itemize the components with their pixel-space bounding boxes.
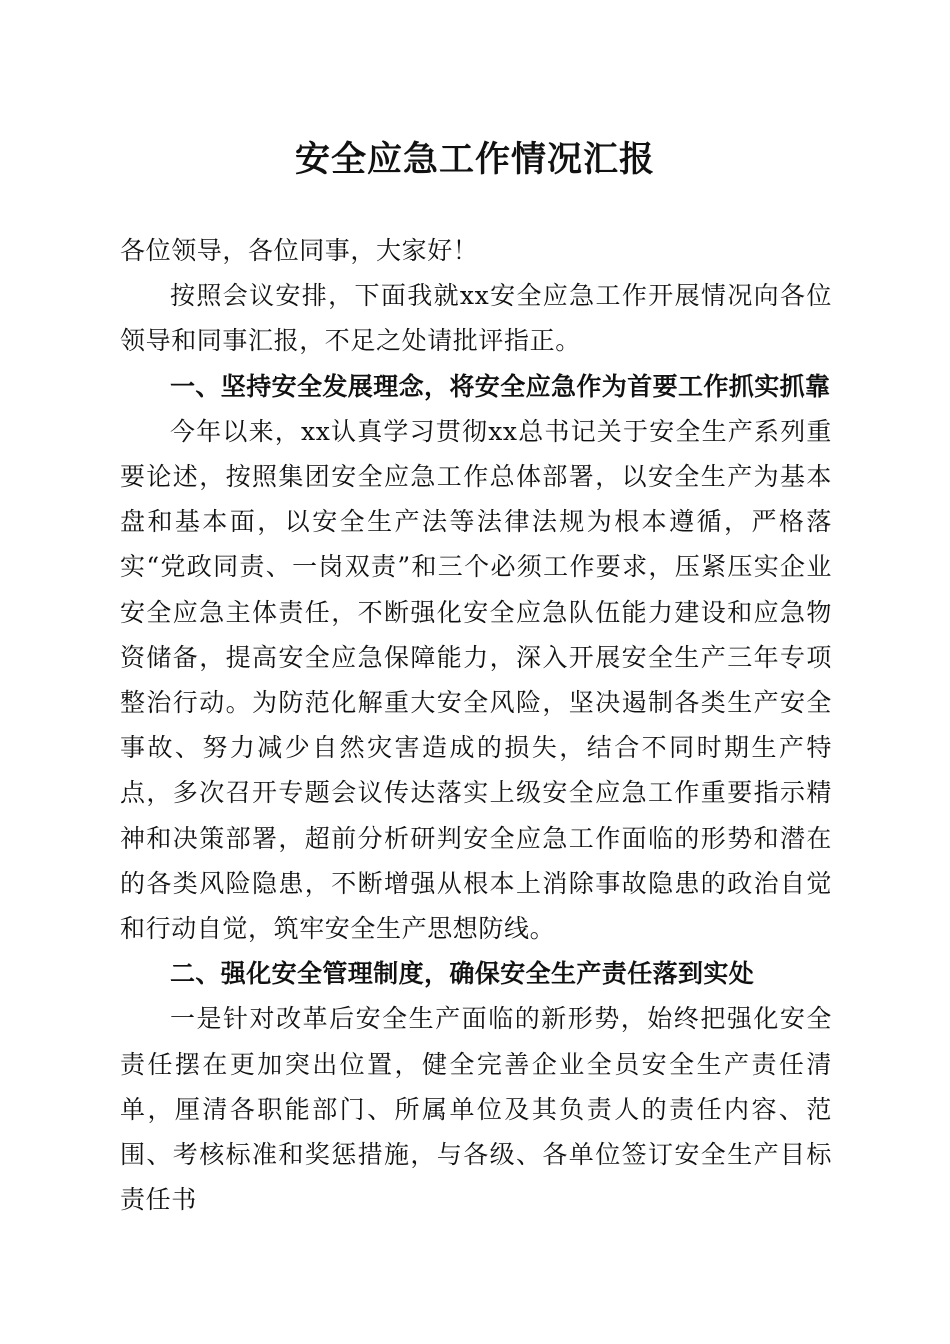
section-1-heading: 一、坚持安全发展理念，将安全应急作为首要工作抓实抓靠 [170, 371, 831, 401]
section-1-paragraph: 今年以来，xx认真学习贯彻xx总书记关于安全生产系列重要论述，按照集团安全应急工作总体部署，以安全生产为基本盘和基本面，以安全生产法等法律法规为根本遵循，严格落实“党政同责、一岗双责”和三个必须工作要求，压紧压实企业安全应急主体责任，不断强化安全应急队伍能力建设和应急物资储备，提高安全应急保障能力，深入开展安全生产三年专项整治行动。为防范化解重大安全风险，坚决遏制各类生产安全事故、努力减少自然灾害造成的损失，结合不同时期生产特点，多次召开专题会议传达落实上级安全应急工作重要指示精神和决策部署，超前分析研判安全应急工作面临的形势和潜在的各类风险隐患，不断增强从根本上消除事故隐患的政治自觉和行动自觉，筑牢安全生产思想防线。 [120, 416, 832, 944]
greeting-paragraph: 各位领导，各位同事，大家好！ [120, 236, 479, 265]
document-title: 安全应急工作情况汇报 [294, 139, 655, 180]
intro-paragraph: 按照会议安排，下面我就xx安全应急工作开展情况向各位领导和同事汇报，不足之处请批评指正。 [120, 281, 832, 356]
document-body [120, 228, 832, 1222]
section-2-paragraph: 一是针对改革后安全生产面临的新形势，始终把强化安全责任摆在更加突出位置，健全完善企业全员安全生产责任清单，厘清各职能部门、所属单位及其负责人的责任内容、范围、考核标准和奖惩措施，与各级、各单位签订安全生产目标责任书 [120, 1004, 832, 1215]
section-2-heading: 二、强化安全管理制度，确保安全生产责任落到实处 [170, 959, 755, 989]
